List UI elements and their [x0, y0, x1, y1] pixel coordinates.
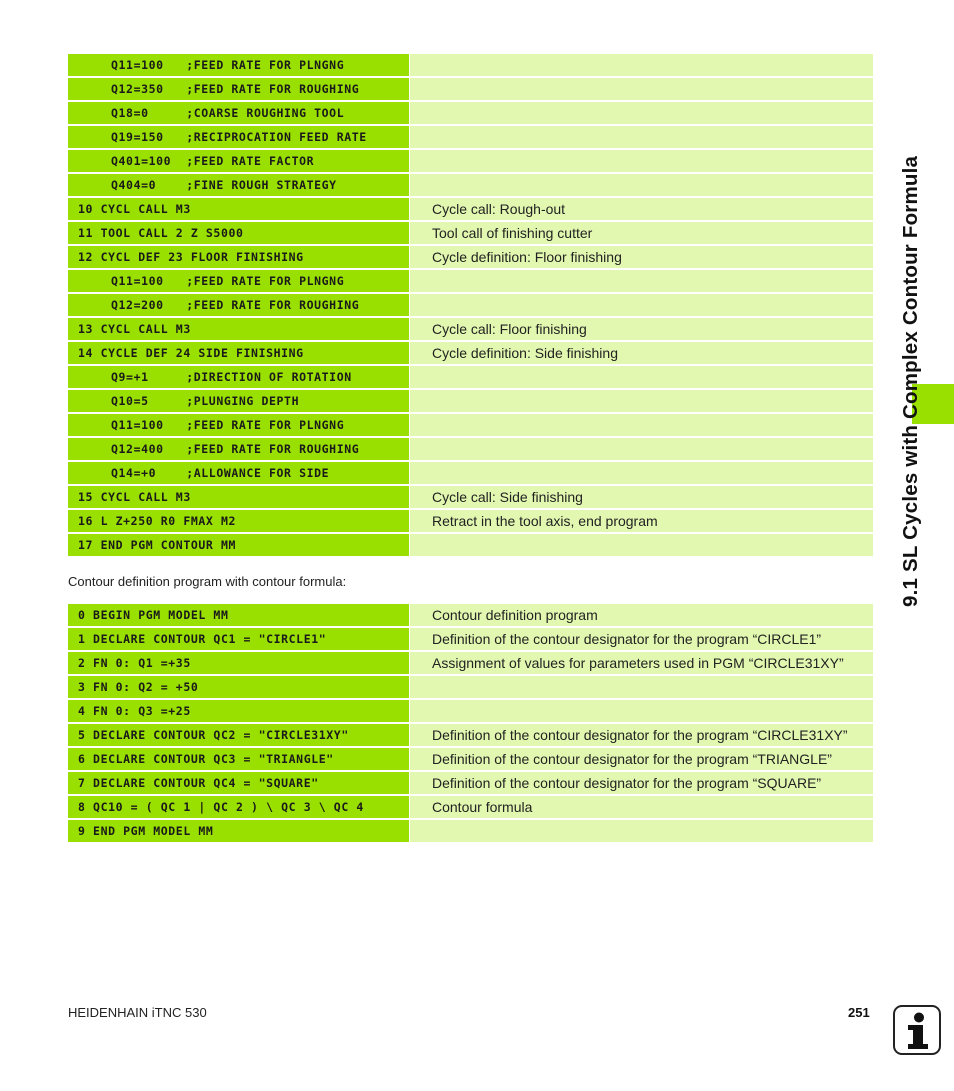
table-row — [68, 748, 873, 770]
table-row — [68, 390, 873, 412]
nc-code-cell: Q401=100 ;FEED RATE FACTOR — [68, 150, 409, 172]
nc-code-cell: 0 BEGIN PGM MODEL MM — [68, 604, 409, 626]
nc-code-cell: 16 L Z+250 R0 FMAX M2 — [68, 510, 409, 532]
nc-code-cell: 9 END PGM MODEL MM — [68, 820, 409, 842]
nc-code-cell: Q19=150 ;RECIPROCATION FEED RATE — [68, 126, 409, 148]
nc-code-cell: Q11=100 ;FEED RATE FOR PLNGNG — [68, 414, 409, 436]
description-cell: Assignment of values for parameters used in PGM “CIRCLE31XY” — [410, 652, 873, 674]
nc-code-cell: Q11=100 ;FEED RATE FOR PLNGNG — [68, 270, 409, 292]
page-number: 251 — [848, 1005, 870, 1020]
nc-code-cell: 4 FN 0: Q3 =+25 — [68, 700, 409, 722]
nc-code-cell: 15 CYCL CALL M3 — [68, 486, 409, 508]
description-cell — [410, 126, 873, 148]
nc-code-cell: 8 QC10 = ( QC 1 | QC 2 ) \ QC 3 \ QC 4 — [68, 796, 409, 818]
nc-code-cell: Q12=400 ;FEED RATE FOR ROUGHING — [68, 438, 409, 460]
description-cell: Tool call of finishing cutter — [410, 222, 873, 244]
description-cell — [410, 102, 873, 124]
nc-code-cell: 3 FN 0: Q2 = +50 — [68, 676, 409, 698]
table-row — [68, 796, 873, 818]
table-caption: Contour definition program with contour formula: — [68, 574, 347, 589]
nc-code-cell: Q12=200 ;FEED RATE FOR ROUGHING — [68, 294, 409, 316]
table-row — [68, 150, 873, 172]
nc-code-cell: 11 TOOL CALL 2 Z S5000 — [68, 222, 409, 244]
table-row — [68, 438, 873, 460]
nc-code-cell: 7 DECLARE CONTOUR QC4 = "SQUARE" — [68, 772, 409, 794]
table-row — [68, 246, 873, 268]
table-row — [68, 342, 873, 364]
nc-code-cell: 10 CYCL CALL M3 — [68, 198, 409, 220]
description-cell: Definition of the contour designator for the program “CIRCLE31XY” — [410, 724, 873, 746]
description-cell — [410, 294, 873, 316]
description-cell: Definition of the contour designator for the program “SQUARE” — [410, 772, 873, 794]
description-cell: Contour definition program — [410, 604, 873, 626]
info-icon — [893, 1005, 941, 1055]
description-cell — [410, 438, 873, 460]
table-row — [68, 534, 873, 556]
table-row — [68, 174, 873, 196]
nc-code-cell: Q14=+0 ;ALLOWANCE FOR SIDE — [68, 462, 409, 484]
table-row — [68, 700, 873, 722]
table-row — [68, 510, 873, 532]
description-cell: Contour formula — [410, 796, 873, 818]
table-row — [68, 366, 873, 388]
table-row — [68, 652, 873, 674]
table-row — [68, 78, 873, 100]
nc-code-cell: Q11=100 ;FEED RATE FOR PLNGNG — [68, 54, 409, 76]
nc-code-cell: Q9=+1 ;DIRECTION OF ROTATION — [68, 366, 409, 388]
description-cell — [410, 462, 873, 484]
description-cell — [410, 78, 873, 100]
description-cell — [410, 270, 873, 292]
description-cell — [410, 390, 873, 412]
nc-code-cell: 5 DECLARE CONTOUR QC2 = "CIRCLE31XY" — [68, 724, 409, 746]
table-row — [68, 222, 873, 244]
table-row — [68, 486, 873, 508]
table-row — [68, 676, 873, 698]
description-cell: Cycle call: Side finishing — [410, 486, 873, 508]
description-cell — [410, 54, 873, 76]
table-row — [68, 772, 873, 794]
description-cell: Cycle definition: Side finishing — [410, 342, 873, 364]
nc-code-cell: Q404=0 ;FINE ROUGH STRATEGY — [68, 174, 409, 196]
nc-code-cell: 12 CYCL DEF 23 FLOOR FINISHING — [68, 246, 409, 268]
contour-definition-table — [68, 604, 873, 844]
nc-code-cell: Q12=350 ;FEED RATE FOR ROUGHING — [68, 78, 409, 100]
description-cell — [410, 150, 873, 172]
description-cell: Definition of the contour designator for the program “TRIANGLE” — [410, 748, 873, 770]
table-row — [68, 54, 873, 76]
description-cell: Retract in the tool axis, end program — [410, 510, 873, 532]
nc-code-cell: 2 FN 0: Q1 =+35 — [68, 652, 409, 674]
description-cell: Cycle call: Rough-out — [410, 198, 873, 220]
nc-code-cell: Q18=0 ;COARSE ROUGHING TOOL — [68, 102, 409, 124]
description-cell — [410, 174, 873, 196]
table-row — [68, 102, 873, 124]
description-cell: Cycle definition: Floor finishing — [410, 246, 873, 268]
table-row — [68, 318, 873, 340]
description-cell — [410, 700, 873, 722]
nc-code-cell: 1 DECLARE CONTOUR QC1 = "CIRCLE1" — [68, 628, 409, 650]
description-cell — [410, 676, 873, 698]
nc-code-cell: 13 CYCL CALL M3 — [68, 318, 409, 340]
nc-code-cell: 14 CYCLE DEF 24 SIDE FINISHING — [68, 342, 409, 364]
description-cell: Cycle call: Floor finishing — [410, 318, 873, 340]
chapter-side-title: 9.1 SL Cycles with Complex Contour Formula — [899, 155, 922, 607]
nc-program-table — [68, 54, 873, 558]
table-row — [68, 294, 873, 316]
nc-code-cell: 17 END PGM CONTOUR MM — [68, 534, 409, 556]
table-row — [68, 198, 873, 220]
description-cell — [410, 414, 873, 436]
table-row — [68, 462, 873, 484]
nc-code-cell: 6 DECLARE CONTOUR QC3 = "TRIANGLE" — [68, 748, 409, 770]
table-row — [68, 414, 873, 436]
table-row — [68, 604, 873, 626]
table-row — [68, 126, 873, 148]
description-cell — [410, 366, 873, 388]
description-cell: Definition of the contour designator for the program “CIRCLE1” — [410, 628, 873, 650]
description-cell — [410, 820, 873, 842]
description-cell — [410, 534, 873, 556]
footer-manual-title: HEIDENHAIN iTNC 530 — [68, 1005, 207, 1020]
table-row — [68, 820, 873, 842]
nc-code-cell: Q10=5 ;PLUNGING DEPTH — [68, 390, 409, 412]
table-row — [68, 724, 873, 746]
table-row — [68, 270, 873, 292]
table-row — [68, 628, 873, 650]
